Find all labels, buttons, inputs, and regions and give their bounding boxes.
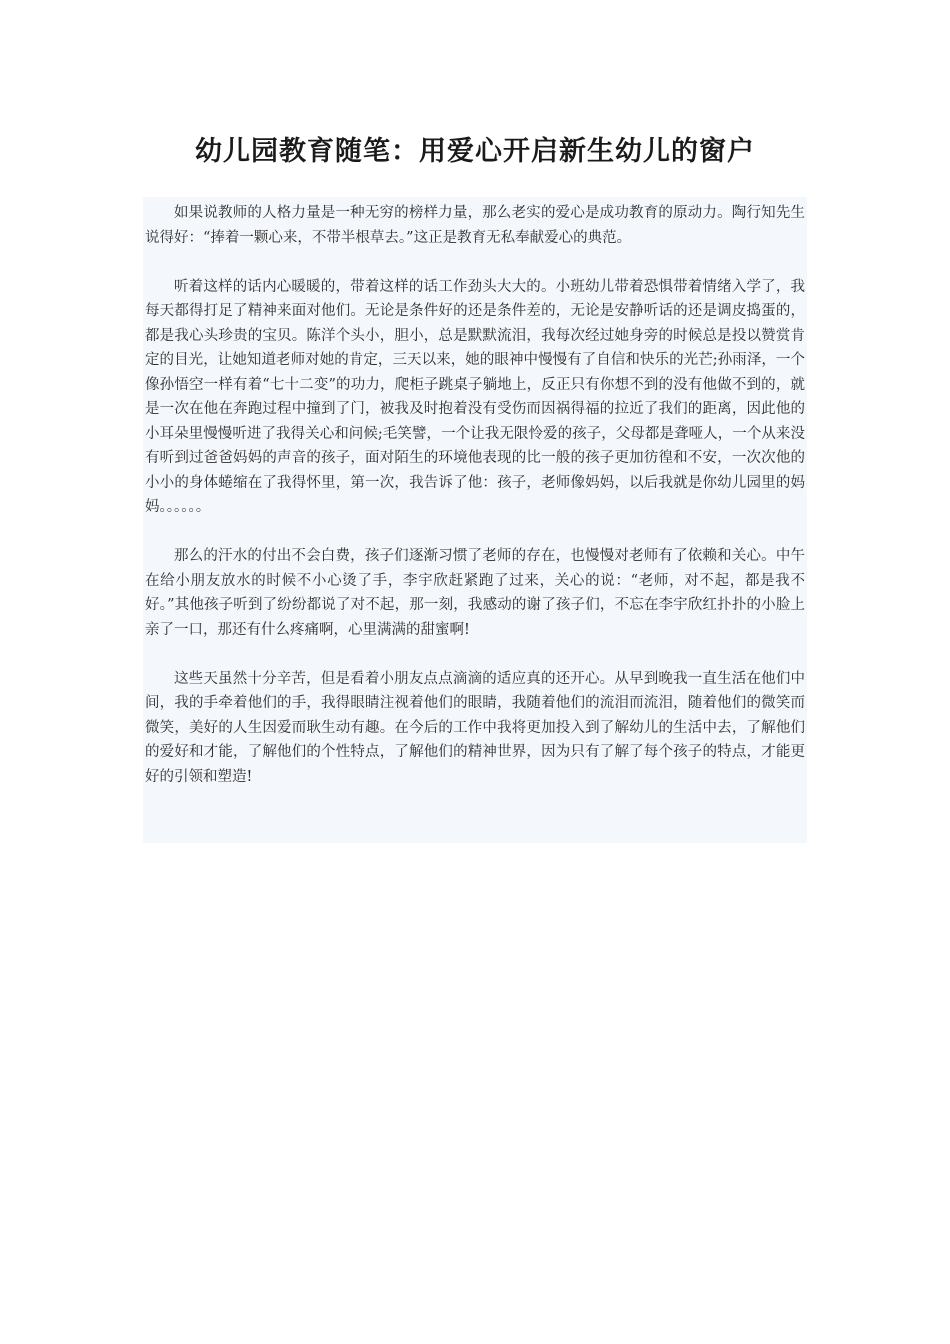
paragraph-1: 如果说教师的人格力量是一种无穷的榜样力量，那么老实的爱心是成功教育的原动力。陶行知先生说得好：“捧着一颗心来，不带半根草去。”这正是教育无私奉献爱心的典范。 [145,205,805,246]
paragraph-4: 这些天虽然十分辛苦，但是看着小朋友点点滴滴的适应真的还开心。从早到晚我一直生活在他们中间，我的手牵着他们的手，我得眼睛注视着他们的眼睛，我随着他们的流泪而流泪，随着他们的微笑而微笑，美好的人生因爱而耿生动有趣。在今后的工作中我将更加投入到了解幼儿的生活中去，了解他们的爱好和才能，了解他们的个性特点，了解他们的精神世界，因为只有了解了每个孩子的特点，才能更好的引领和塑造! [145,670,805,785]
paragraph-2: 听着这样的话内心暖暖的，带着这样的话工作劲头大大的。小班幼儿带着恐惧带着情绪入学了，我每天都得打足了精神来面对他们。无论是条件好的还是条件差的，无论是安静听话的还是调皮捣蛋的，都是我心头珍贵的宝贝。陈洋个头小，胆小，总是默默流泪，我每次经过她身旁的时候总是投以赞赏肯定的目光，让她知道老师对她的肯定，三天以来，她的眼神中慢慢有了自信和快乐的光芒;孙雨泽，一个像孙悟空一样有着“七十二变”的功力，爬柜子跳桌子躺地上，反正只有你想不到的没有他做不到的，就是一次在他在奔跑过程中撞到了门，被我及时抱着没有受伤而因祸得福的拉近了我们的距离，因此他的小耳朵里慢慢听进了我得关心和问候;毛笑譬，一个让我无限怜爱的孩子，父母都是聋哑人，一个从来没有听到过爸爸妈妈的声音的孩子，面对陌生的环境他表现的比一般的孩子更加彷徨和不安，一次次他的小小的身体蜷缩在了我得怀里，第一次，我告诉了他：孩子，老师像妈妈，以后我就是你幼儿园里的妈妈。。。。。。 [145,278,805,515]
document-title: 幼儿园教育随笔：用爱心开启新生幼儿的窗户 [195,136,755,167]
paragraph-3: 那么的汗水的付出不会白费，孩子们逐渐习惯了老师的存在，也慢慢对老师有了依赖和关心。中午在给小朋友放水的时候不小心烫了手，李宇欣赶紧跑了过来，关心的说：“老师，对不起，都是我不好。”其他孩子听到了纷纷都说了对不起，那一刻，我感动的谢了孩子们，不忘在李宇欣红扑扑的小脸上亲了一口，那还有什么疼痛啊，心里满满的甜蜜啊! [145,548,805,638]
article-body [143,197,807,843]
